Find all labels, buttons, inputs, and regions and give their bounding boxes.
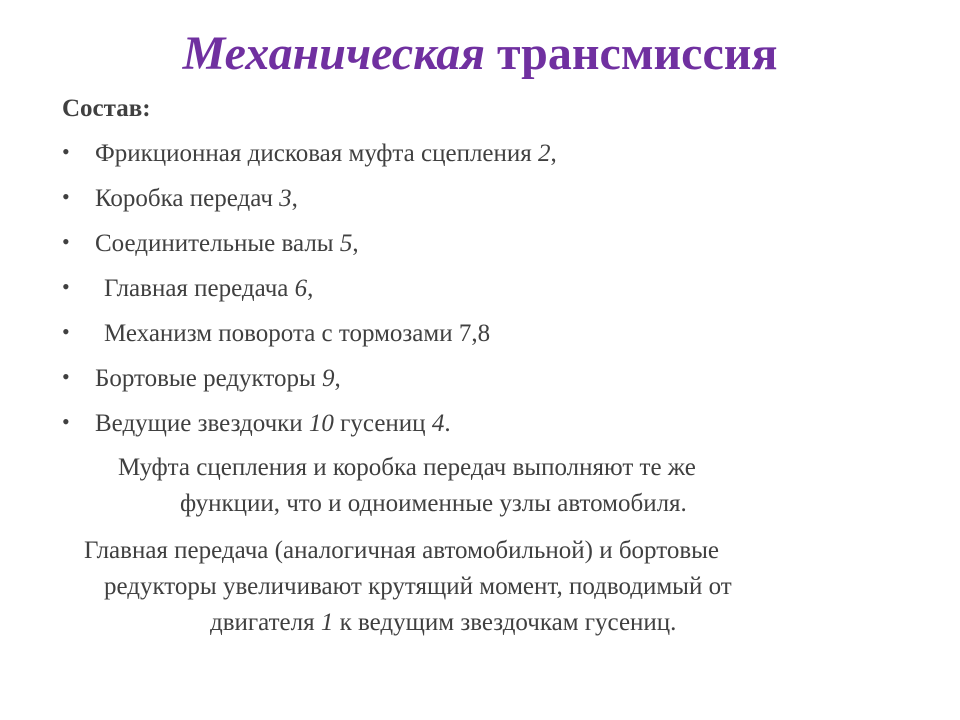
slide-title [0,24,960,84]
paragraph-final-drive-line2: редукторы увеличивают крутящий момент, подводимый от [104,573,732,600]
list-item-text: Фрикционная дисковая муфта сцепления 2, [95,140,557,167]
bullet-icon: • [62,409,70,434]
bullet-icon: • [62,364,70,389]
composition-heading: Состав: [62,95,151,122]
bullet-icon: • [62,319,70,344]
list-item-text: Механизм поворота с тормозами 7,8 [104,320,491,347]
bullet-icon: • [62,139,70,164]
bullet-icon: • [62,184,70,209]
paragraph-clutch-line2: функции, что и одноименные узлы автомобиля. [180,490,687,517]
paragraph-final-drive-line3: двигателя 1 к ведущим звездочкам гусениц. [210,609,677,636]
list-item-text: Соединительные валы 5, [95,230,359,257]
list-item-text: Главная передача 6, [104,275,314,302]
paragraph-clutch-line1: Муфта сцепления и коробка передач выполняют те же [118,454,696,481]
paragraph-final-drive-line1: Главная передача (аналогичная автомобильной) и бортовые [84,537,720,564]
list-item-text: Ведущие звездочки 10 гусениц 4. [95,410,451,437]
bullet-icon: • [62,274,70,299]
list-item-text: Коробка передач 3, [95,185,298,212]
title-part-regular: трансмиссия [485,27,778,80]
bullet-icon: • [62,229,70,254]
list-item-text: Бортовые редукторы 9, [95,365,341,392]
title-part-italic: Механическая [182,27,485,80]
